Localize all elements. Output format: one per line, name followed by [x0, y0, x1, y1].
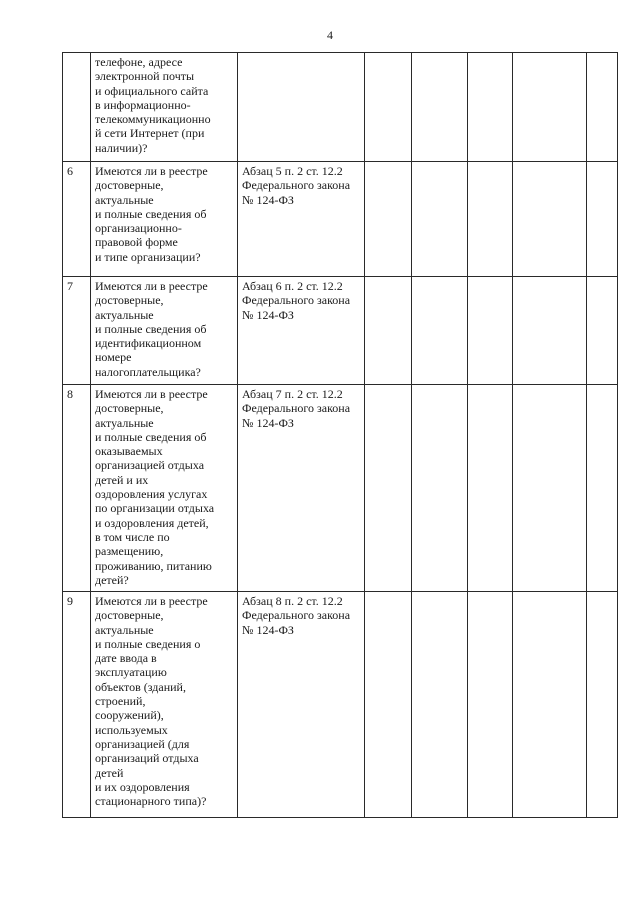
reference-line: № 124-ФЗ	[242, 307, 294, 322]
answer-cell	[513, 277, 587, 385]
answer-cell	[587, 53, 618, 162]
question-line: номере	[95, 350, 132, 365]
table-row	[63, 277, 618, 385]
question-cell	[91, 277, 238, 385]
answer-cell	[412, 53, 468, 162]
question-line: организаций отдыха	[95, 751, 199, 766]
table-row	[63, 592, 618, 818]
answer-cell	[587, 592, 618, 818]
question-line: достоверные,	[95, 401, 164, 416]
answer-cell	[365, 592, 412, 818]
reference-line: № 124-ФЗ	[242, 622, 294, 637]
question-line: Имеются ли в реестре	[95, 387, 208, 401]
answer-cell	[513, 592, 587, 818]
answer-cell	[365, 385, 412, 592]
reference-cell	[238, 53, 365, 162]
table-row	[63, 385, 618, 592]
page-number: 4	[327, 28, 333, 42]
question-line: проживанию, питанию	[95, 558, 212, 573]
question-line: организацией отдыха	[95, 458, 205, 473]
question-line: наличии)?	[95, 140, 148, 155]
reference-line: № 124-ФЗ	[242, 192, 294, 207]
question-line: электронной почты	[95, 69, 195, 84]
question-cell	[91, 162, 238, 277]
question-line: актуальные	[95, 307, 154, 322]
answer-cell	[513, 162, 587, 277]
question-line: дате ввода в	[95, 651, 157, 666]
question-line: достоверные,	[95, 293, 164, 308]
answer-cell	[513, 53, 587, 162]
answer-cell	[365, 277, 412, 385]
reference-cell	[238, 277, 365, 385]
question-line: детей?	[95, 572, 129, 587]
question-line: оказываемых	[95, 444, 163, 459]
question-line: детей	[95, 765, 124, 780]
question-line: и полные сведения об	[95, 321, 207, 336]
answer-cell	[412, 162, 468, 277]
answer-cell	[412, 592, 468, 818]
question-line: и типе организации?	[95, 249, 201, 264]
question-line: размещению,	[95, 544, 164, 559]
question-line: Имеются ли в реестре	[95, 594, 208, 608]
question-cell	[91, 53, 238, 162]
answer-cell	[468, 277, 513, 385]
question-line: актуальные	[95, 192, 154, 207]
question-line: и полные сведения об	[95, 429, 207, 444]
question-line: и полные сведения о	[95, 636, 201, 651]
row-number: 6	[63, 162, 91, 277]
answer-cell	[587, 162, 618, 277]
reference-line: Абзац 7 п. 2 ст. 12.2	[242, 387, 343, 401]
answer-cell	[412, 277, 468, 385]
answer-cell	[468, 385, 513, 592]
question-line: и официального сайта	[95, 83, 209, 98]
question-line: сооружений),	[95, 708, 164, 723]
question-line: объектов (зданий,	[95, 679, 186, 694]
question-line: актуальные	[95, 622, 154, 637]
question-line: строений,	[95, 694, 146, 709]
answer-cell	[587, 277, 618, 385]
question-line: актуальные	[95, 415, 154, 430]
row-number: 7	[63, 277, 91, 385]
reference-line: Федерального закона	[242, 608, 351, 623]
reference-line: Федерального закона	[242, 401, 351, 416]
question-cell	[91, 592, 238, 818]
row-number	[63, 53, 91, 162]
question-line: телефоне, адресе	[95, 55, 183, 69]
question-line: телекоммуникационно	[95, 112, 211, 127]
answer-cell	[468, 53, 513, 162]
question-line: организацией (для	[95, 736, 190, 751]
question-line: оздоровления услугах	[95, 487, 208, 502]
question-line: правовой форме	[95, 235, 178, 250]
question-line: стационарного типа)?	[95, 794, 207, 809]
question-line: й сети Интернет (при	[95, 126, 205, 141]
question-line: достоверные,	[95, 178, 164, 193]
question-line: в том числе по	[95, 529, 170, 544]
question-line: идентификационном	[95, 336, 202, 351]
question-line: детей и их	[95, 472, 149, 487]
question-line: используемых	[95, 722, 168, 737]
answer-cell	[587, 385, 618, 592]
reference-cell	[238, 385, 365, 592]
question-line: по организации отдыха	[95, 501, 215, 516]
question-line: организационно-	[95, 221, 182, 236]
question-line: и оздоровления детей,	[95, 515, 209, 530]
question-line: и полные сведения об	[95, 206, 207, 221]
reference-line: Абзац 6 п. 2 ст. 12.2	[242, 279, 343, 293]
answer-cell	[468, 592, 513, 818]
reference-line: Федерального закона	[242, 293, 351, 308]
question-line: эксплуатацию	[95, 665, 167, 680]
question-line: Имеются ли в реестре	[95, 279, 208, 293]
reference-cell	[238, 162, 365, 277]
reference-line: Федерального закона	[242, 178, 351, 193]
answer-cell	[513, 385, 587, 592]
answer-cell	[365, 53, 412, 162]
question-line: Имеются ли в реестре	[95, 164, 208, 178]
table-row	[63, 162, 618, 277]
question-line: налогоплательщика?	[95, 364, 201, 379]
reference-line: Абзац 8 п. 2 ст. 12.2	[242, 594, 343, 608]
question-line: достоверные,	[95, 608, 164, 623]
reference-line: № 124-ФЗ	[242, 415, 294, 430]
reference-line: Абзац 5 п. 2 ст. 12.2	[242, 164, 343, 178]
row-number: 9	[63, 592, 91, 818]
question-cell	[91, 385, 238, 592]
question-line: и их оздоровления	[95, 779, 190, 794]
reference-cell	[238, 592, 365, 818]
answer-cell	[412, 385, 468, 592]
table-row	[63, 53, 618, 162]
question-line: в информационно-	[95, 97, 191, 112]
answer-cell	[365, 162, 412, 277]
row-number: 8	[63, 385, 91, 592]
answer-cell	[468, 162, 513, 277]
checklist-table	[62, 52, 618, 818]
